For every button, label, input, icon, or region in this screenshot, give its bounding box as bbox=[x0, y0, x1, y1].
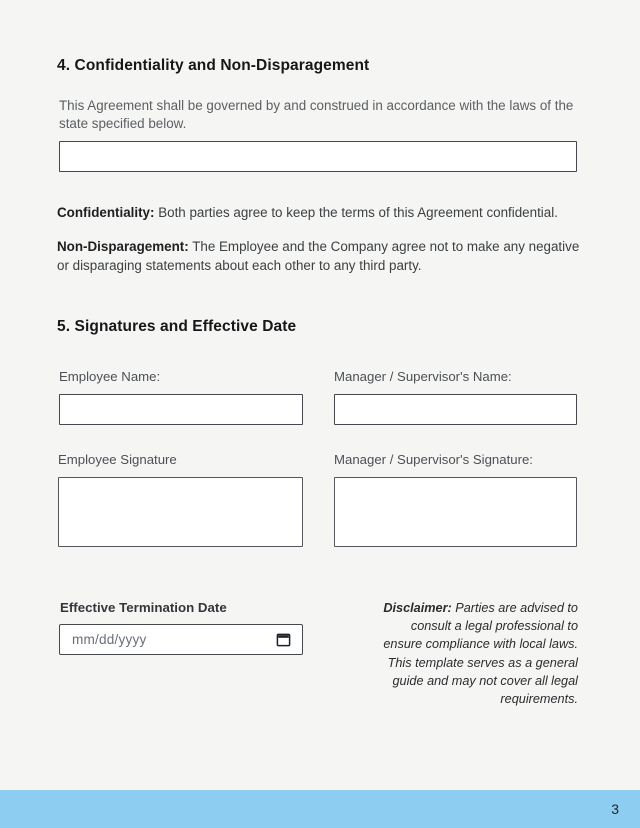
manager-name-input-wrapper bbox=[334, 394, 577, 425]
calendar-icon[interactable] bbox=[276, 632, 291, 647]
manager-signature-box[interactable] bbox=[334, 477, 577, 547]
confidentiality-clause-label: Confidentiality: bbox=[57, 205, 155, 220]
manager-signature-label: Manager / Supervisor's Signature: bbox=[334, 452, 533, 467]
non-disparagement-clause bbox=[57, 238, 583, 275]
confidentiality-clause-text: Both parties agree to keep the terms of this Agreement confidential. bbox=[158, 205, 558, 220]
disclaimer-label: Disclaimer: bbox=[383, 601, 452, 615]
effective-date-input[interactable] bbox=[59, 624, 303, 655]
manager-name-label: Manager / Supervisor's Name: bbox=[334, 369, 512, 384]
footer-bar bbox=[0, 790, 640, 828]
confidentiality-clause bbox=[57, 204, 583, 223]
non-disparagement-clause-label: Non-Disparagement: bbox=[57, 239, 189, 254]
effective-date-placeholder: mm/dd/yyyy bbox=[72, 632, 147, 647]
employee-signature-label: Employee Signature bbox=[58, 452, 177, 467]
manager-name-input[interactable] bbox=[334, 394, 577, 425]
disclaimer-text: Parties are advised to consult a legal professional to ensure compliance with local laws. This template serves as a general guide and may not cover all legal requirements. bbox=[383, 601, 578, 707]
section-5-heading: 5. Signatures and Effective Date bbox=[57, 318, 297, 335]
state-input[interactable] bbox=[59, 141, 577, 172]
disclaimer bbox=[382, 599, 578, 708]
section-4-heading: 4. Confidentiality and Non-Disparagement bbox=[57, 57, 370, 74]
state-input-wrapper bbox=[59, 141, 577, 172]
effective-date-label: Effective Termination Date bbox=[60, 600, 227, 615]
employee-name-input[interactable] bbox=[59, 394, 303, 425]
employee-signature-box[interactable] bbox=[58, 477, 303, 547]
employee-name-label: Employee Name: bbox=[59, 369, 161, 384]
page-number: 3 bbox=[611, 801, 619, 817]
employee-name-input-wrapper bbox=[59, 394, 303, 425]
non-disparagement-clause-text: The Employee and the Company agree not to make any negative or disparaging statements about each other to any third party. bbox=[57, 239, 580, 273]
governing-law-paragraph: This Agreement shall be governed by and construed in accordance with the laws of the state specified below. bbox=[59, 98, 574, 131]
